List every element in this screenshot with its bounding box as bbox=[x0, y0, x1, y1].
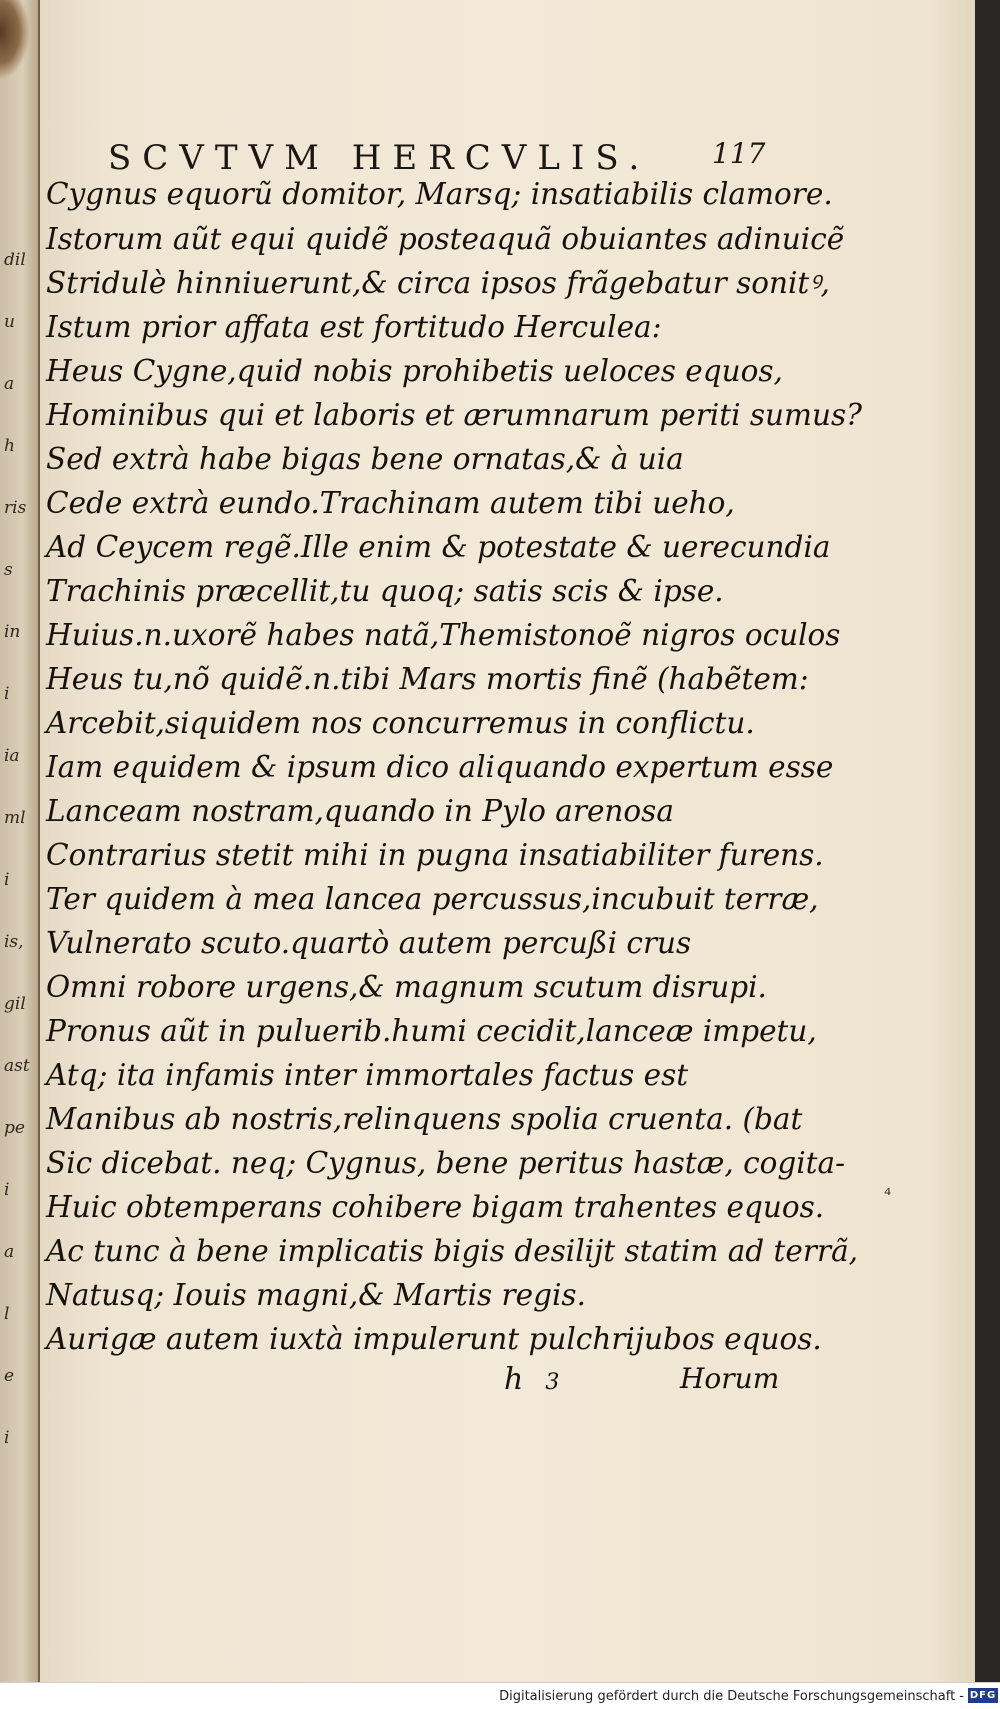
adjacent-page-edge bbox=[0, 0, 40, 1682]
verse-line: Lanceam nostram,quando in Pylo arenosa bbox=[46, 794, 674, 828]
adjacent-page-fragment: a bbox=[4, 374, 15, 394]
adjacent-page-fragment: gil bbox=[4, 994, 26, 1014]
adjacent-page-fragment: pe bbox=[4, 1118, 25, 1138]
verse-line: Atq; ita infamis inter immortales factus est bbox=[46, 1058, 689, 1092]
running-head: SCVTVM HERCVLIS. bbox=[108, 138, 651, 178]
verse-line: Arcebit,siquidem nos concurremus in conflictu. bbox=[46, 706, 755, 740]
adjacent-page-fragment: ris bbox=[4, 498, 27, 518]
adjacent-page-fragment: i bbox=[4, 1428, 10, 1448]
verse-line: Cygnus equorũ domitor, Marsq; insatiabilis clamore. bbox=[46, 177, 833, 211]
page-curl bbox=[0, 0, 30, 80]
verse-line: Heus Cygne,quid nobis prohibetis ueloces equos, bbox=[46, 354, 783, 388]
verse-line: Omni robore urgens,& magnum scutum disrupi. bbox=[46, 970, 767, 1004]
verse-line: Hominibus qui et laboris et ærumnarum periti sumus? bbox=[46, 398, 862, 432]
signature-number: 3 bbox=[545, 1370, 560, 1395]
verse-line: Sed extrà habe bigas bene ornatas,& à uia bbox=[46, 442, 684, 476]
book-page bbox=[40, 0, 975, 1682]
adjacent-page-fragment: l bbox=[4, 1304, 10, 1324]
adjacent-page-fragment: i bbox=[4, 870, 10, 890]
verse-line: Natusq; Iouis magni,& Martis regis. bbox=[46, 1278, 586, 1312]
verse-line: Manibus ab nostris,relinquens spolia cruenta. (bat bbox=[46, 1102, 803, 1136]
verse-line: Istorum aũt equi quidẽ posteaquã obuiantes adinuicẽ bbox=[46, 222, 845, 256]
adjacent-page-fragment: ast bbox=[4, 1056, 30, 1076]
verse-line: Vulnerato scuto.quartò autem percußi crus bbox=[46, 926, 692, 960]
signature-letter: h bbox=[504, 1362, 524, 1397]
adjacent-page-fragment: is, bbox=[4, 932, 24, 952]
adjacent-page-fragment: s bbox=[4, 560, 13, 580]
margin-mark: ⁴ bbox=[884, 1185, 892, 1206]
adjacent-page-fragment: i bbox=[4, 1180, 10, 1200]
scanner-backdrop bbox=[975, 0, 1000, 1682]
verse-line: Heus tu,nõ quidẽ.n.tibi Mars mortis finẽ (habẽtem: bbox=[46, 662, 809, 696]
dfg-logo: DFG bbox=[969, 1690, 997, 1701]
verse-line: Aurigæ autem iuxtà impulerunt pulchrijubos equos. bbox=[46, 1322, 822, 1356]
page-number: 117 bbox=[712, 137, 766, 170]
verse-line: Ter quidem à mea lancea percussus,incubuit terræ, bbox=[46, 882, 819, 916]
verse-line: Contrarius stetit mihi in pugna insatiabiliter furens. bbox=[46, 838, 824, 872]
adjacent-page-fragment: u bbox=[4, 312, 15, 332]
verse-line: Stridulè hinniuerunt,& circa ipsos frãgebatur sonitꝰ, bbox=[46, 266, 830, 300]
adjacent-page-fragment: dil bbox=[4, 250, 26, 270]
adjacent-page-fragment: i bbox=[4, 684, 10, 704]
adjacent-page-fragment: e bbox=[4, 1366, 15, 1386]
verse-line: Huic obtemperans cohibere bigam trahentes equos. bbox=[46, 1190, 825, 1224]
adjacent-page-fragment: h bbox=[4, 436, 15, 456]
verse-line: Sic dicebat. neq; Cygnus, bene peritus hastæ, cogita- bbox=[46, 1146, 846, 1180]
footer-bar bbox=[0, 1682, 1000, 1709]
verse-text bbox=[40, 0, 975, 1682]
verse-line: Ac tunc à bene implicatis bigis desilijt statim ad terrã, bbox=[46, 1234, 859, 1268]
verse-line: Iam equidem & ipsum dico aliquando expertum esse bbox=[46, 750, 834, 784]
verse-line: Cede extrà eundo.Trachinam autem tibi ueho, bbox=[46, 486, 735, 520]
verse-line: Trachinis præcellit,tu quoq; satis scis & ipse. bbox=[46, 574, 724, 608]
verse-line: Ad Ceycem regẽ.Ille enim & potestate & uerecundia bbox=[46, 530, 831, 564]
adjacent-page-fragment: a bbox=[4, 1242, 15, 1262]
catchword: Horum bbox=[680, 1362, 780, 1395]
verse-line: Huius.n.uxorẽ habes natã,Themistonoẽ nigros oculos bbox=[46, 618, 841, 652]
adjacent-page-fragment: in bbox=[4, 622, 21, 642]
footer-credit: Digitalisierung gefördert durch die Deutsche Forschungsgemeinschaft - bbox=[499, 1689, 964, 1704]
verse-line: Pronus aũt in puluerib.humi cecidit,lanceæ impetu, bbox=[46, 1014, 817, 1048]
adjacent-page-fragment: ml bbox=[4, 808, 26, 828]
signature-mark bbox=[504, 1362, 559, 1397]
adjacent-page-fragment: ia bbox=[4, 746, 20, 766]
verse-line: Istum prior affata est fortitudo Herculea: bbox=[46, 310, 662, 344]
